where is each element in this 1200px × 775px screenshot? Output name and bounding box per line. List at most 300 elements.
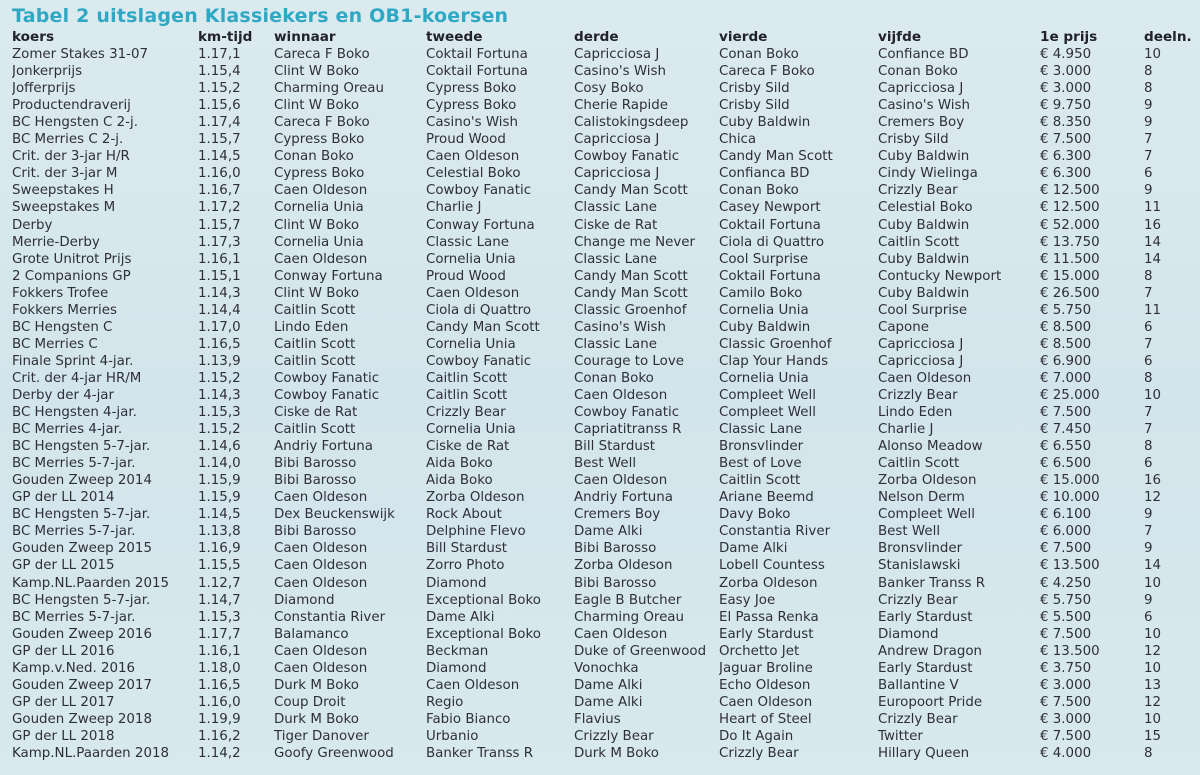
cell-1e-prijs: € 12.500	[1040, 183, 1100, 199]
cell-derde: Candy Man Scott	[574, 285, 688, 301]
cell-koers: Zomer Stakes 31-07	[12, 47, 149, 63]
cell-1e-prijs: € 8.350	[1040, 115, 1092, 131]
cell-vierde: Camilo Boko	[719, 285, 803, 301]
cell-koers: Gouden Zweep 2014	[12, 473, 152, 489]
cell-derde: Casino's Wish	[574, 64, 666, 80]
cell-deeln: 6	[1144, 166, 1153, 182]
cell-tweede: Candy Man Scott	[426, 319, 540, 335]
cell-vierde: Caen Oldeson	[719, 694, 813, 710]
cell-deeln: 15	[1144, 728, 1162, 744]
cell-deeln: 7	[1144, 336, 1153, 352]
cell-deeln: 6	[1144, 353, 1153, 369]
cell-deeln: 10	[1144, 387, 1162, 403]
cell-vierde: Careca F Boko	[719, 64, 815, 80]
cell-tweede: Ciske de Rat	[426, 439, 510, 455]
cell-derde: Dame Alki	[574, 694, 643, 710]
cell-tweede: Regio	[426, 694, 464, 710]
cell-vierde: Classic Groenhof	[719, 336, 832, 352]
cell-km-tijd: 1.16,5	[198, 336, 241, 352]
cell-1e-prijs: € 6.550	[1040, 439, 1092, 455]
cell-winnaar: Caen Oldeson	[274, 575, 368, 591]
cell-1e-prijs: € 25.000	[1040, 387, 1100, 403]
cell-tweede: Diamond	[426, 575, 487, 591]
cell-winnaar: Constantia River	[274, 609, 386, 625]
cell-vierde: Jaguar Broline	[719, 660, 813, 676]
cell-koers: Derby der 4-jar	[12, 387, 115, 403]
cell-deeln: 9	[1144, 507, 1153, 523]
cell-1e-prijs: € 7.450	[1040, 422, 1092, 438]
cell-tweede: Cornelia Unia	[426, 251, 516, 267]
cell-koers: Kamp.v.Ned. 2016	[12, 660, 136, 676]
column-header-tweede: tweede	[426, 29, 483, 45]
cell-derde: Ciske de Rat	[574, 217, 658, 233]
cell-1e-prijs: € 3.000	[1040, 677, 1092, 693]
cell-vijfde: Early Stardust	[878, 660, 973, 676]
cell-vierde: Clap Your Hands	[719, 353, 829, 369]
cell-vijfde: Nelson Derm	[878, 490, 965, 506]
cell-vijfde: Crisby Sild	[878, 132, 949, 148]
cell-derde: Classic Lane	[574, 200, 657, 216]
cell-deeln: 10	[1144, 711, 1162, 727]
cell-km-tijd: 1.17,1	[198, 47, 241, 63]
table-row	[12, 114, 1192, 131]
cell-winnaar: Clint W Boko	[274, 285, 360, 301]
table-row	[12, 336, 1192, 353]
cell-koers: BC Hengsten 5-7-jar.	[12, 507, 151, 523]
cell-tweede: Aida Boko	[426, 456, 493, 472]
cell-winnaar: Caitlin Scott	[274, 353, 356, 369]
cell-vierde: Heart of Steel	[719, 711, 812, 727]
table-row	[12, 217, 1192, 234]
cell-vierde: Coktail Fortuna	[719, 217, 821, 233]
cell-tweede: Delphine Flevo	[426, 524, 526, 540]
cell-vierde: Constantia River	[719, 524, 831, 540]
cell-1e-prijs: € 8.500	[1040, 336, 1092, 352]
cell-tweede: Caitlin Scott	[426, 370, 508, 386]
cell-koers: BC Merries 4-jar.	[12, 422, 123, 438]
cell-vijfde: Zorba Oldeson	[878, 473, 977, 489]
cell-deeln: 16	[1144, 473, 1162, 489]
cell-koers: GP der LL 2017	[12, 694, 115, 710]
table-row	[12, 575, 1192, 592]
cell-deeln: 6	[1144, 456, 1153, 472]
cell-koers: Merrie-Derby	[12, 234, 100, 250]
cell-koers: GP der LL 2014	[12, 490, 115, 506]
cell-vierde: Dame Alki	[719, 541, 788, 557]
table-row	[12, 268, 1192, 285]
cell-vijfde: Caitlin Scott	[878, 234, 960, 250]
cell-winnaar: Bibi Barosso	[274, 456, 357, 472]
cell-1e-prijs: € 15.000	[1040, 268, 1100, 284]
cell-vijfde: Contucky Newport	[878, 268, 1002, 284]
cell-km-tijd: 1.15,4	[198, 64, 241, 80]
table-row	[12, 592, 1192, 609]
cell-tweede: Caitlin Scott	[426, 387, 508, 403]
table-row	[12, 46, 1192, 63]
table-row	[12, 131, 1192, 148]
cell-tweede: Diamond	[426, 660, 487, 676]
cell-derde: Classic Lane	[574, 336, 657, 352]
cell-vijfde: Lindo Eden	[878, 405, 953, 421]
cell-derde: Classic Lane	[574, 251, 657, 267]
cell-vierde: Echo Oldeson	[719, 677, 811, 693]
cell-koers: Fokkers Trofee	[12, 285, 109, 301]
cell-derde: Cremers Boy	[574, 507, 661, 523]
cell-vijfde: Cuby Baldwin	[878, 217, 970, 233]
cell-vierde: Davy Boko	[719, 507, 791, 523]
cell-winnaar: Caen Oldeson	[274, 490, 368, 506]
table-row	[12, 540, 1192, 557]
cell-tweede: Caen Oldeson	[426, 149, 520, 165]
cell-tweede: Charlie J	[426, 200, 482, 216]
column-header-km-tijd: km-tijd	[198, 29, 253, 45]
cell-km-tijd: 1.15,2	[198, 81, 241, 97]
cell-winnaar: Caen Oldeson	[274, 643, 368, 659]
cell-deeln: 13	[1144, 677, 1162, 693]
cell-winnaar: Cornelia Unia	[274, 200, 364, 216]
cell-km-tijd: 1.16,2	[198, 728, 241, 744]
column-header-1e-prijs: 1e prijs	[1040, 29, 1098, 45]
cell-winnaar: Clint W Boko	[274, 98, 360, 114]
cell-deeln: 7	[1144, 524, 1153, 540]
cell-km-tijd: 1.14,3	[198, 285, 241, 301]
cell-tweede: Crizzly Bear	[426, 405, 506, 421]
cell-tweede: Beckman	[426, 643, 489, 659]
cell-vijfde: Crizzly Bear	[878, 183, 958, 199]
cell-vierde: Crisby Sild	[719, 81, 790, 97]
cell-km-tijd: 1.17,3	[198, 234, 241, 250]
cell-vijfde: Cindy Wielinga	[878, 166, 978, 182]
cell-vijfde: Stanislawski	[878, 558, 961, 574]
cell-derde: Conan Boko	[574, 370, 654, 386]
cell-deeln: 8	[1144, 745, 1153, 761]
cell-vijfde: Cuby Baldwin	[878, 251, 970, 267]
cell-vijfde: Charlie J	[878, 422, 934, 438]
cell-vijfde: Crizzly Bear	[878, 711, 958, 727]
cell-tweede: Cypress Boko	[426, 98, 517, 114]
cell-deeln: 8	[1144, 64, 1153, 80]
table-row	[12, 421, 1192, 438]
cell-winnaar: Caen Oldeson	[274, 251, 368, 267]
cell-derde: Candy Man Scott	[574, 183, 688, 199]
cell-vijfde: Caitlin Scott	[878, 456, 960, 472]
cell-koers: BC Hengsten 5-7-jar.	[12, 592, 151, 608]
cell-koers: BC Hengsten 4-jar.	[12, 405, 137, 421]
cell-1e-prijs: € 7.500	[1040, 405, 1092, 421]
cell-tweede: Exceptional Boko	[426, 592, 541, 608]
cell-tweede: Cowboy Fanatic	[426, 183, 532, 199]
cell-deeln: 8	[1144, 370, 1153, 386]
cell-tweede: Classic Lane	[426, 234, 509, 250]
cell-winnaar: Cypress Boko	[274, 132, 365, 148]
cell-tweede: Proud Wood	[426, 132, 506, 148]
cell-vijfde: Capricciosa J	[878, 353, 964, 369]
cell-km-tijd: 1.13,9	[198, 353, 241, 369]
cell-derde: Bill Stardust	[574, 439, 656, 455]
cell-deeln: 7	[1144, 132, 1153, 148]
cell-koers: Gouden Zweep 2018	[12, 711, 152, 727]
cell-koers: Crit. der 4-jar HR/M	[12, 370, 142, 386]
cell-deeln: 14	[1144, 558, 1162, 574]
cell-vierde: Conan Boko	[719, 47, 799, 63]
cell-winnaar: Caen Oldeson	[274, 541, 368, 557]
cell-derde: Best Well	[574, 456, 637, 472]
cell-vierde: Compleet Well	[719, 387, 816, 403]
cell-tweede: Ciola di Quattro	[426, 302, 532, 318]
cell-vijfde: Alonso Meadow	[878, 439, 983, 455]
cell-tweede: Urbanio	[426, 728, 479, 744]
cell-vijfde: Confiance BD	[878, 47, 969, 63]
cell-winnaar: Careca F Boko	[274, 47, 370, 63]
cell-tweede: Cypress Boko	[426, 81, 517, 97]
cell-vierde: Crizzly Bear	[719, 745, 799, 761]
cell-vijfde: Celestial Boko	[878, 200, 973, 216]
table-row	[12, 711, 1192, 728]
cell-winnaar: Ciske de Rat	[274, 405, 358, 421]
cell-km-tijd: 1.15,2	[198, 370, 241, 386]
cell-km-tijd: 1.14,2	[198, 745, 241, 761]
cell-derde: Caen Oldeson	[574, 626, 668, 642]
cell-1e-prijs: € 3.000	[1040, 81, 1092, 97]
table-row	[12, 199, 1192, 216]
cell-koers: Jonkerprijs	[12, 64, 83, 80]
table-row	[12, 370, 1192, 387]
cell-koers: Productendraverij	[12, 98, 131, 114]
cell-1e-prijs: € 7.500	[1040, 728, 1092, 744]
column-header-vijfde: vijfde	[878, 29, 922, 45]
cell-winnaar: Lindo Eden	[274, 319, 349, 335]
cell-km-tijd: 1.14,5	[198, 149, 241, 165]
cell-deeln: 14	[1144, 234, 1162, 250]
cell-winnaar: Conan Boko	[274, 149, 354, 165]
cell-winnaar: Cowboy Fanatic	[274, 387, 380, 403]
cell-1e-prijs: € 13.500	[1040, 643, 1100, 659]
cell-vierde: Cool Surprise	[719, 251, 809, 267]
cell-1e-prijs: € 13.750	[1040, 234, 1100, 250]
cell-winnaar: Caen Oldeson	[274, 558, 368, 574]
cell-tweede: Coktail Fortuna	[426, 47, 528, 63]
cell-1e-prijs: € 6.000	[1040, 524, 1092, 540]
cell-km-tijd: 1.15,9	[198, 490, 241, 506]
cell-deeln: 16	[1144, 217, 1162, 233]
cell-vijfde: Cremers Boy	[878, 115, 965, 131]
table-body	[12, 46, 1192, 762]
table-title: Tabel 2 uitslagen Klassiekers en OB1-koersen	[12, 5, 509, 27]
header-row	[12, 29, 1192, 46]
table-row	[12, 165, 1192, 182]
cell-winnaar: Clint W Boko	[274, 217, 360, 233]
cell-koers: Jofferprijs	[12, 81, 76, 97]
cell-derde: Eagle B Butcher	[574, 592, 682, 608]
cell-vijfde: Hillary Queen	[878, 745, 970, 761]
cell-deeln: 10	[1144, 575, 1162, 591]
cell-km-tijd: 1.17,0	[198, 319, 241, 335]
table-row	[12, 302, 1192, 319]
cell-winnaar: Coup Droit	[274, 694, 346, 710]
cell-km-tijd: 1.15,5	[198, 558, 241, 574]
cell-tweede: Exceptional Boko	[426, 626, 541, 642]
cell-deeln: 10	[1144, 47, 1162, 63]
table-row	[12, 97, 1192, 114]
cell-winnaar: Goofy Greenwood	[274, 745, 394, 761]
cell-derde: Capriatitranss R	[574, 422, 682, 438]
cell-tweede: Zorba Oldeson	[426, 490, 525, 506]
cell-koers: GP der LL 2015	[12, 558, 115, 574]
cell-1e-prijs: € 15.000	[1040, 473, 1100, 489]
cell-tweede: Coktail Fortuna	[426, 64, 528, 80]
cell-deeln: 6	[1144, 319, 1153, 335]
cell-vierde: Bronsvlinder	[719, 439, 804, 455]
cell-1e-prijs: € 6.500	[1040, 456, 1092, 472]
table-row	[12, 319, 1192, 336]
cell-km-tijd: 1.16,5	[198, 677, 241, 693]
table-row	[12, 148, 1192, 165]
column-header-deeln: deeln.	[1144, 29, 1192, 45]
cell-deeln: 9	[1144, 115, 1153, 131]
cell-km-tijd: 1.17,4	[198, 115, 241, 131]
cell-koers: Fokkers Merries	[12, 302, 117, 318]
cell-km-tijd: 1.15,6	[198, 98, 241, 114]
cell-vijfde: Compleet Well	[878, 507, 975, 523]
cell-tweede: Proud Wood	[426, 268, 506, 284]
cell-winnaar: Balamanco	[274, 626, 349, 642]
cell-vierde: Best of Love	[719, 456, 802, 472]
cell-vijfde: Caen Oldeson	[878, 370, 972, 386]
cell-koers: Sweepstakes M	[12, 200, 116, 216]
cell-vijfde: Banker Transs R	[878, 575, 986, 591]
cell-koers: Crit. der 3-jar H/R	[12, 149, 130, 165]
cell-derde: Cowboy Fanatic	[574, 405, 680, 421]
cell-vijfde: Casino's Wish	[878, 98, 970, 114]
cell-1e-prijs: € 7.000	[1040, 370, 1092, 386]
cell-koers: BC Merries C	[12, 336, 98, 352]
table-row	[12, 694, 1192, 711]
cell-km-tijd: 1.17,2	[198, 200, 241, 216]
cell-vierde: Cuby Baldwin	[719, 115, 811, 131]
cell-tweede: Celestial Boko	[426, 166, 521, 182]
cell-vierde: El Passa Renka	[719, 609, 819, 625]
cell-derde: Bibi Barosso	[574, 575, 657, 591]
cell-derde: Capricciosa J	[574, 47, 660, 63]
cell-vijfde: Crizzly Bear	[878, 387, 958, 403]
table-row	[12, 489, 1192, 506]
cell-derde: Courage to Love	[574, 353, 685, 369]
cell-derde: Dame Alki	[574, 524, 643, 540]
table-row	[12, 234, 1192, 251]
cell-1e-prijs: € 6.900	[1040, 353, 1092, 369]
cell-koers: BC Merries 5-7-jar.	[12, 609, 136, 625]
cell-vijfde: Cuby Baldwin	[878, 149, 970, 165]
table-row	[12, 506, 1192, 523]
table-row	[12, 557, 1192, 574]
cell-derde: Cherie Rapide	[574, 98, 668, 114]
table-row	[12, 677, 1192, 694]
cell-deeln: 7	[1144, 149, 1153, 165]
cell-1e-prijs: € 52.000	[1040, 217, 1100, 233]
cell-1e-prijs: € 7.500	[1040, 694, 1092, 710]
cell-km-tijd: 1.15,7	[198, 217, 241, 233]
cell-deeln: 11	[1144, 200, 1162, 216]
cell-vijfde: Ballantine V	[878, 677, 959, 693]
cell-tweede: Cornelia Unia	[426, 336, 516, 352]
cell-1e-prijs: € 9.750	[1040, 98, 1092, 114]
cell-km-tijd: 1.17,7	[198, 626, 241, 642]
cell-koers: Finale Sprint 4-jar.	[12, 353, 134, 369]
cell-winnaar: Cypress Boko	[274, 166, 365, 182]
cell-tweede: Aida Boko	[426, 473, 493, 489]
table-row	[12, 182, 1192, 199]
cell-1e-prijs: € 7.500	[1040, 132, 1092, 148]
table-row	[12, 404, 1192, 421]
cell-tweede: Rock About	[426, 507, 502, 523]
cell-derde: Caen Oldeson	[574, 387, 668, 403]
cell-1e-prijs: € 3.000	[1040, 711, 1092, 727]
cell-vijfde: Andrew Dragon	[878, 643, 983, 659]
cell-koers: Kamp.NL.Paarden 2015	[12, 575, 169, 591]
cell-winnaar: Careca F Boko	[274, 115, 370, 131]
table-row	[12, 728, 1192, 745]
cell-koers: BC Merries 5-7-jar.	[12, 456, 136, 472]
cell-vierde: Cornelia Unia	[719, 302, 809, 318]
cell-koers: GP der LL 2016	[12, 643, 115, 659]
cell-derde: Cowboy Fanatic	[574, 149, 680, 165]
cell-winnaar: Dex Beuckenswijk	[274, 507, 395, 523]
cell-vijfde: Cool Surprise	[878, 302, 968, 318]
cell-km-tijd: 1.14,4	[198, 302, 241, 318]
cell-deeln: 12	[1144, 643, 1162, 659]
cell-derde: Casino's Wish	[574, 319, 666, 335]
cell-1e-prijs: € 5.750	[1040, 592, 1092, 608]
cell-derde: Flavius	[574, 711, 621, 727]
cell-winnaar: Caen Oldeson	[274, 183, 368, 199]
cell-deeln: 7	[1144, 405, 1153, 421]
cell-derde: Vonochka	[574, 660, 639, 676]
cell-vierde: Early Stardust	[719, 626, 814, 642]
cell-derde: Candy Man Scott	[574, 268, 688, 284]
cell-vijfde: Early Stardust	[878, 609, 973, 625]
cell-koers: Sweepstakes H	[12, 183, 114, 199]
cell-1e-prijs: € 12.500	[1040, 200, 1100, 216]
cell-deeln: 9	[1144, 183, 1153, 199]
cell-1e-prijs: € 4.250	[1040, 575, 1092, 591]
cell-km-tijd: 1.16,0	[198, 166, 241, 182]
cell-km-tijd: 1.16,1	[198, 251, 241, 267]
cell-km-tijd: 1.15,3	[198, 405, 241, 421]
column-header-derde: derde	[574, 29, 619, 45]
cell-km-tijd: 1.14,7	[198, 592, 241, 608]
cell-winnaar: Caitlin Scott	[274, 336, 356, 352]
cell-vierde: Ariane Beemd	[719, 490, 814, 506]
table-header	[12, 29, 1192, 46]
cell-deeln: 8	[1144, 268, 1153, 284]
cell-vierde: Cuby Baldwin	[719, 319, 811, 335]
cell-deeln: 8	[1144, 81, 1153, 97]
cell-1e-prijs: € 4.000	[1040, 745, 1092, 761]
cell-tweede: Zorro Photo	[426, 558, 505, 574]
table-row	[12, 80, 1192, 97]
cell-vijfde: Crizzly Bear	[878, 592, 958, 608]
cell-vijfde: Conan Boko	[878, 64, 958, 80]
cell-koers: BC Hengsten C 2-j.	[12, 115, 138, 131]
cell-koers: BC Merries C 2-j.	[12, 132, 124, 148]
cell-winnaar: Tiger Danover	[274, 728, 369, 744]
cell-1e-prijs: € 7.500	[1040, 541, 1092, 557]
cell-vierde: Conan Boko	[719, 183, 799, 199]
cell-vierde: Ciola di Quattro	[719, 234, 825, 250]
cell-tweede: Dame Alki	[426, 609, 495, 625]
cell-vierde: Zorba Oldeson	[719, 575, 818, 591]
cell-derde: Duke of Greenwood	[574, 643, 707, 659]
